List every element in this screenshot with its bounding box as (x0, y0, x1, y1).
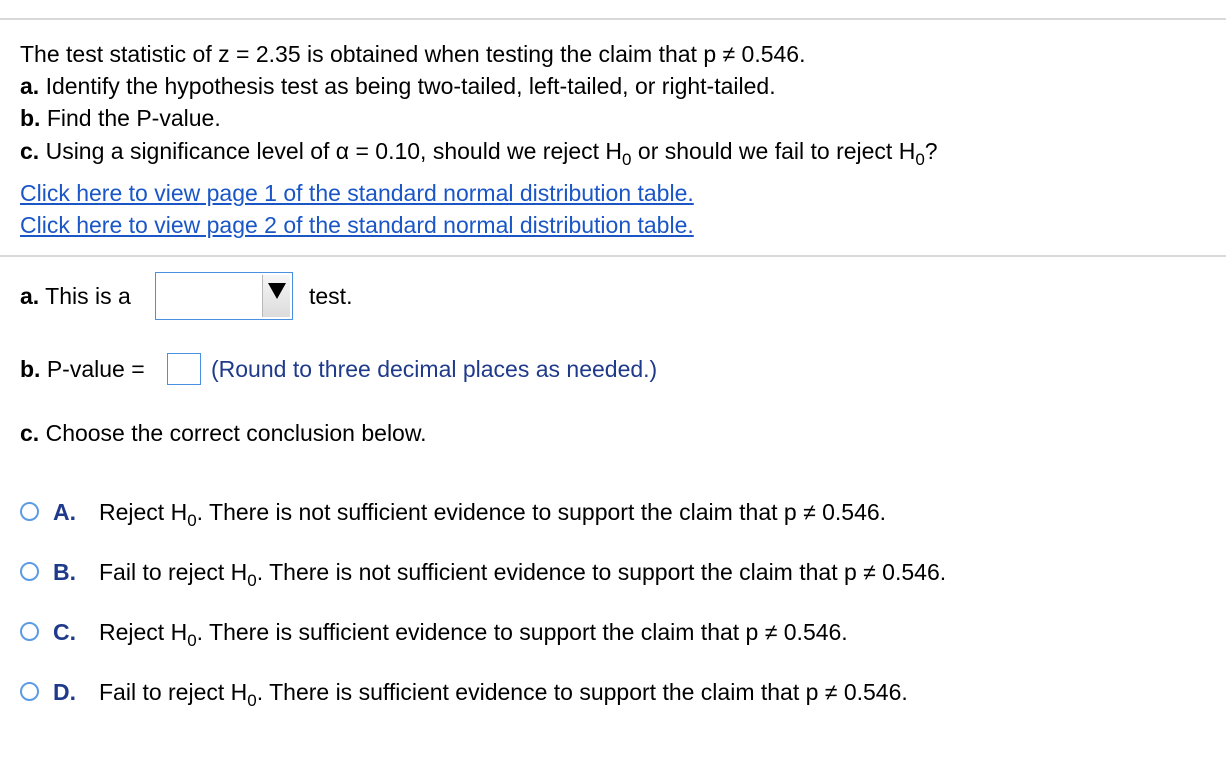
problem-statement-text: The test statistic of z = 2.35 is obtained when testing the claim that p ≠ 0.546. (20, 41, 806, 67)
part-c-text-end: ? (924, 138, 938, 164)
answer-b-text: P-value = (40, 356, 145, 382)
answer-b-row (20, 355, 145, 383)
top-divider (0, 18, 1226, 20)
table-page-1-link[interactable]: Click here to view page 1 of the standard normal distribution table. (20, 180, 694, 206)
answer-a-suffix: test. (309, 283, 353, 309)
option-letter: D. (53, 679, 76, 705)
h0-subscript: 0 (187, 631, 197, 650)
part-a-label: a. (20, 73, 40, 99)
option-a[interactable] (20, 498, 886, 529)
part-b-question (20, 104, 221, 132)
option-text-post: . There is sufficient evidence to support the claim that p ≠ 0.546. (256, 679, 908, 705)
part-b-label: b. (20, 105, 41, 131)
option-text-pre: Reject H (99, 619, 188, 645)
option-c[interactable] (20, 618, 848, 649)
radio-button-c[interactable] (20, 622, 39, 641)
table-page-2-link[interactable]: Click here to view page 2 of the standard normal distribution table. (20, 212, 694, 238)
radio-button-a[interactable] (20, 502, 39, 521)
option-letter: B. (53, 559, 76, 585)
p-value-input[interactable] (167, 353, 201, 385)
option-letter: A. (53, 499, 76, 525)
answer-a-label: a. (20, 283, 40, 309)
h0-subscript: 0 (247, 571, 257, 590)
part-c-question (20, 137, 938, 168)
option-d[interactable] (20, 678, 908, 709)
part-c-text-mid: or should we fail to reject H (631, 138, 916, 164)
h0-subscript: 0 (247, 691, 257, 710)
h0-subscript: 0 (622, 150, 632, 169)
answer-a-row (20, 282, 131, 310)
option-text-post: . There is sufficient evidence to support the claim that p ≠ 0.546. (196, 619, 848, 645)
rounding-hint: (Round to three decimal places as needed.) (211, 356, 658, 382)
part-b-text: Find the P-value. (40, 105, 221, 131)
table-link-row-2 (20, 211, 694, 239)
dropdown-arrow-icon[interactable] (262, 275, 290, 317)
section-divider (0, 255, 1226, 257)
option-text-pre: Fail to reject H (99, 679, 248, 705)
radio-button-d[interactable] (20, 682, 39, 701)
part-a-text: Identify the hypothesis test as being two-tailed, left-tailed, or right-tailed. (39, 73, 776, 99)
option-text-post: . There is not sufficient evidence to support the claim that p ≠ 0.546. (256, 559, 947, 585)
answer-a-text: This is a (39, 283, 131, 309)
option-text-pre: Fail to reject H (99, 559, 248, 585)
h0-subscript: 0 (915, 150, 925, 169)
test-type-select[interactable] (155, 272, 293, 320)
option-b[interactable] (20, 558, 946, 589)
radio-button-b[interactable] (20, 562, 39, 581)
part-c-text-pre: Using a significance level of α = 0.10, should we reject H (39, 138, 623, 164)
part-a-question (20, 72, 776, 100)
h0-subscript: 0 (187, 511, 197, 530)
part-c-label: c. (20, 138, 40, 164)
rounding-hint-row (211, 355, 657, 383)
answer-c-row (20, 419, 427, 447)
option-text-post: . There is not sufficient evidence to support the claim that p ≠ 0.546. (196, 499, 887, 525)
answer-a-suffix-row (309, 282, 352, 310)
option-letter: C. (53, 619, 76, 645)
answer-c-text: Choose the correct conclusion below. (39, 420, 427, 446)
answer-c-label: c. (20, 420, 40, 446)
answer-b-label: b. (20, 356, 41, 382)
table-link-row-1 (20, 179, 694, 207)
option-text-pre: Reject H (99, 499, 188, 525)
problem-statement (20, 40, 805, 68)
